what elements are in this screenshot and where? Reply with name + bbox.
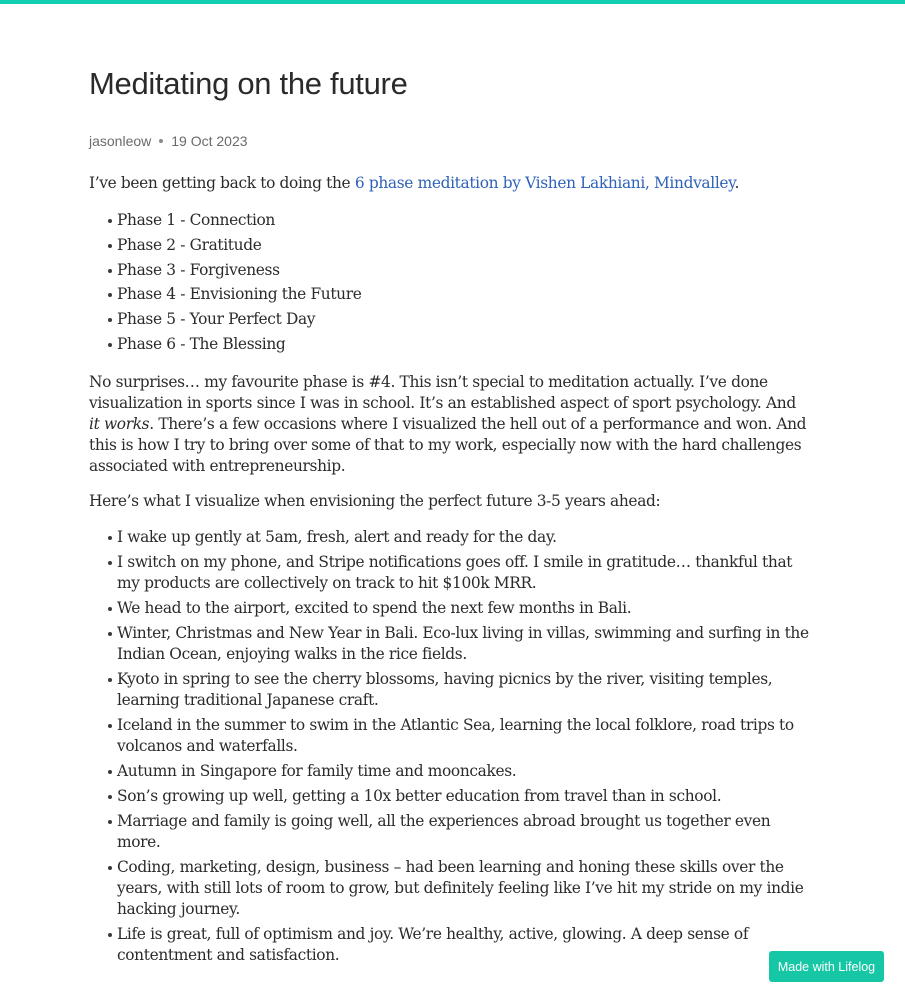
intro-text: I’ve been getting back to doing the bbox=[89, 174, 355, 192]
visualization-paragraph bbox=[89, 372, 809, 477]
post-body bbox=[89, 172, 809, 970]
vision-item: Autumn in Singapore for family time and mooncakes. bbox=[117, 761, 809, 782]
vision-item: I wake up gently at 5am, fresh, alert and ready for the day. bbox=[117, 527, 809, 548]
post-title: Meditating on the future bbox=[89, 66, 408, 101]
vision-item: Marriage and family is going well, all the experiences abroad brought us together even more. bbox=[117, 811, 809, 853]
emphasis-text: it works bbox=[89, 414, 150, 433]
phase-item: Phase 5 - Your Perfect Day bbox=[117, 309, 809, 334]
vision-item: I switch on my phone, and Stripe notifications goes off. I smile in gratitude… thankful that my products are collectively on track to hit $100k MRR. bbox=[117, 552, 809, 594]
vision-intro-paragraph: Here’s what I visualize when envisioning the perfect future 3-5 years ahead: bbox=[89, 491, 661, 510]
phase-item: Phase 2 - Gratitude bbox=[117, 235, 809, 260]
vision-item: We head to the airport, excited to spend the next few months in Bali. bbox=[117, 598, 809, 619]
phases-list bbox=[89, 210, 809, 359]
post-meta bbox=[89, 133, 248, 149]
vision-item: Iceland in the summer to swim in the Atlantic Sea, learning the local folklore, road trips to volcanos and waterfalls. bbox=[117, 715, 809, 757]
phase-item: Phase 1 - Connection bbox=[117, 210, 809, 235]
author-link[interactable]: jasonleow bbox=[89, 133, 152, 149]
phase-item: Phase 3 - Forgiveness bbox=[117, 260, 809, 285]
vision-item: Kyoto in spring to see the cherry blossoms, having picnics by the river, visiting temples, learning traditional Japanese craft. bbox=[117, 669, 809, 711]
top-accent-bar bbox=[0, 0, 905, 4]
paragraph-text: . There’s a few occasions where I visualized the hell out of a performance and won. And this is how I try to bring over some of that to my work, especially now with the hard challenges associated with entrepreneurship. bbox=[89, 414, 807, 475]
meditation-link[interactable]: 6 phase meditation by Vishen Lakhiani, Mindvalley bbox=[354, 174, 735, 192]
intro-period: . bbox=[734, 174, 739, 192]
vision-list bbox=[89, 527, 809, 966]
vision-item: Winter, Christmas and New Year in Bali. Eco-lux living in villas, swimming and surfing in the Indian Ocean, enjoying walks in the rice fields. bbox=[117, 623, 809, 663]
paragraph-text: No surprises… my favourite phase is #4. This isn’t special to meditation actually. I’ve done visualization in sports since I was in school. It’s an established aspect of sport psychology. And bbox=[89, 372, 796, 412]
phase-item: Phase 6 - The Blessing bbox=[117, 334, 809, 359]
vision-item: Son’s growing up well, getting a 10x better education from travel than in school. bbox=[117, 786, 809, 807]
vision-item: Life is great, full of optimism and joy. We’re healthy, active, glowing. A deep sense of contentment and satisfaction. bbox=[117, 924, 809, 966]
vision-item: Coding, marketing, design, business – had been learning and honing these skills over the years, with still lots of room to grow, but definitely feeling like I’ve hit my stride on my indie hacking journey. bbox=[117, 857, 809, 920]
post-date: 19 Oct 2023 bbox=[171, 133, 248, 149]
made-with-lifelog-button[interactable]: Made with Lifelog bbox=[769, 951, 884, 982]
phase-item: Phase 4 - Envisioning the Future bbox=[117, 284, 809, 309]
intro-paragraph bbox=[89, 173, 809, 197]
separator-dot bbox=[159, 139, 163, 143]
